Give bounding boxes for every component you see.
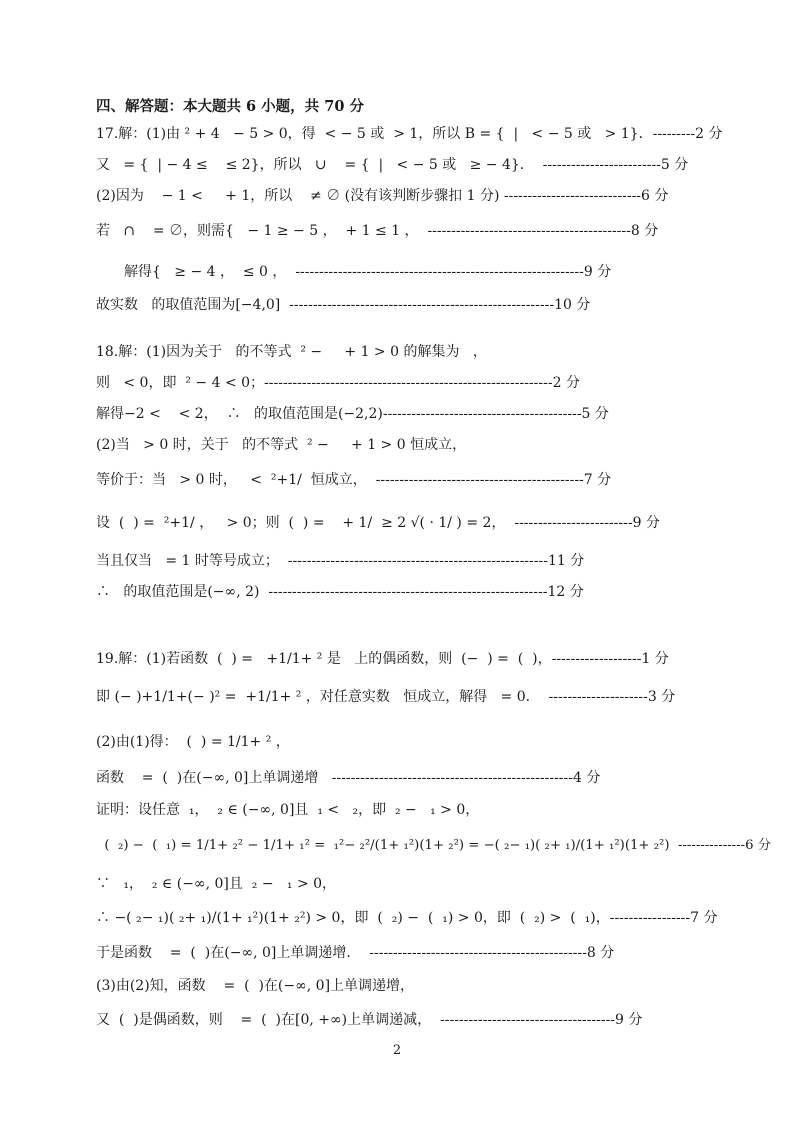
text-line-17-1: 17.解：(1)由 ² + 4 − 5 > 0，得 < − 5 或 > 1，所以 B = { | < − 5 或 > 1}．---------2 分 [96,126,723,142]
section-heading: 四、解答题：本大题共 6 小题，共 70 分 [96,98,364,115]
text-line-19-2: 即 (− )+1/1+(− )² = +1/1+ ² ，对任意实数 恒成立，解得 = 0． ---------------------3 分 [96,689,676,705]
page-number: 2 [392,1043,402,1058]
text-line-19-10: (3)由(2)知，函数 = ( )在(−∞, 0]上单调递增， [96,978,415,994]
text-line-18-4: (2)当 > 0 时，关于 的不等式 ² − + 1 > 0 恒成立， [96,437,467,453]
text-line-18-8: ∴ 的取值范围是(−∞, 2) -----------------------------------------------------------12 分 [96,584,584,600]
text-line-19-9: 于是函数 = ( )在(−∞, 0]上单调递增． ----------------------------------------------8 分 [96,945,615,961]
text-line-19-8: ∴ −( ₂− ₁)( ₂+ ₁)/(1+ ₁²)(1+ ₂²) > 0，即 ( ₂) − ( ₁) > 0，即 ( ₂) > ( ₁)，-----------------7 分 [96,910,718,926]
text-line-18-2: 则 < 0，即 ² − 4 < 0；-------------------------------------------------------------2 分 [96,375,580,391]
text-line-17-2: 又 = { | − 4 ≤ ≤ 2}，所以 ∪ = { | < − 5 或 ≥ − 4}． -------------------------5 分 [96,157,689,173]
text-line-18-1: 18.解：(1)因为关于 的不等式 ² − + 1 > 0 的解集为 ， [96,344,487,360]
text-line-18-3: 解得−2 < < 2， ∴ 的取值范围是(−2,2)------------------------------------------5 分 [96,406,609,422]
text-line-17-5: 解得{ ≥ − 4 ， ≤ 0 ， -------------------------------------------------------------9 分 [124,264,612,280]
text-line-19-6: ( ₂) − ( ₁) = 1/1+ ₂² − 1/1+ ₁² = ₁²− ₂²/(1+ ₁²)(1+ ₂²) = −( ₂− ₁)( ₂+ ₁)/(1+ ₁²)(1+ ₂²) ---------------6 分 [96,838,772,853]
text-line-18-5: 等价于：当 > 0 时， < ²+1/ 恒成立， --------------------------------------------7 分 [96,472,612,488]
text-line-19-4: 函数 = ( )在(−∞, 0]上单调递增 ---------------------------------------------------4 分 [96,770,601,786]
text-line-19-11: 又 ( )是偶函数，则 = ( )在[0, +∞)上单调递减， -------------------------------------9 分 [96,1012,643,1028]
text-line-18-6: 设 ( ) = ²+1/ ， > 0；则 ( ) = + 1/ ≥ 2 √( · 1/ ) = 2， -------------------------9 分 [96,515,660,531]
text-line-19-3: (2)由(1)得： ( ) = 1/1+ ² ， [96,734,290,750]
text-line-19-7: ∵ ₁， ₂ ∈ (−∞, 0]且 ₂ − ₁ > 0， [96,876,337,892]
text-line-19-5: 证明：设任意 ₁， ₂ ∈ (−∞, 0]且 ₁ < ₂，即 ₂ − ₁ > 0， [96,802,480,818]
text-line-17-3: (2)因为 − 1 < + 1，所以 ≠ ∅ (没有该判断步骤扣 1 分) -----------------------------6 分 [96,188,669,204]
text-line-17-6: 故实数 的取值范围为[−4,0] --------------------------------------------------------10 分 [96,297,591,313]
text-line-17-4: 若 ∩ = ∅，则需{ − 1 ≥ − 5 ， + 1 ≤ 1 ， -------------------------------------------8 分 [96,223,659,239]
text-line-19-1: 19.解：(1)若函数 ( ) = +1/1+ ² 是 上的偶函数，则 (− ) = ( )，-------------------1 分 [96,651,669,667]
text-line-18-7: 当且仅当 = 1 时等号成立； -------------------------------------------------------11 分 [96,553,585,569]
